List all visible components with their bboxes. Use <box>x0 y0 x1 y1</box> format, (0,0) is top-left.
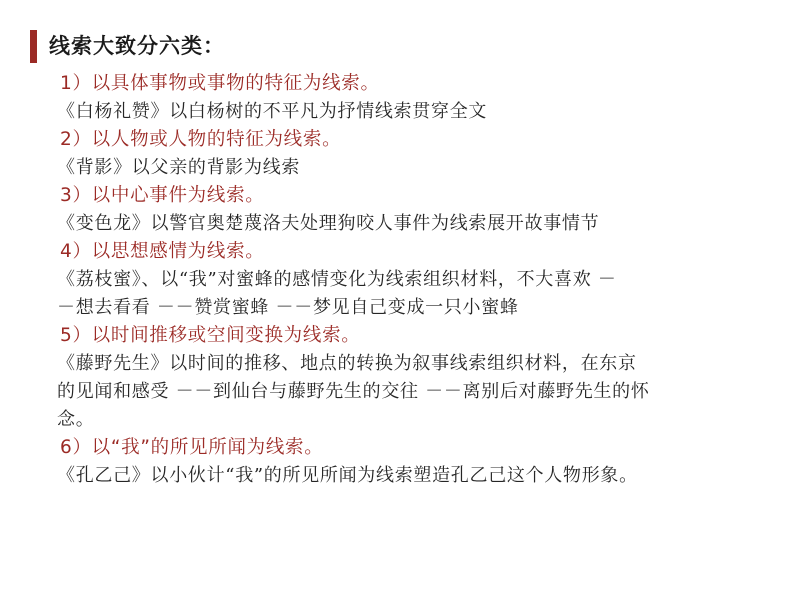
section-3-heading: 3）以中心事件为线索。 <box>60 185 265 206</box>
section-3-line-1: 《变色龙》以警官奥楚蔑洛夫处理狗咬人事件为线索展开故事情节 <box>57 213 600 234</box>
section-5-heading: 5）以时间推移或空间变换为线索。 <box>60 325 361 346</box>
content-body <box>57 70 757 490</box>
section-5-line-2: 的见闻和感受 －－到仙台与藤野先生的交往 －－离别后对藤野先生的怀 <box>57 381 650 402</box>
section-5-line-1: 《藤野先生》以时间的推移、地点的转换为叙事线索组织材料，在东京 <box>57 353 637 374</box>
section-6-line-1: 《孔乙己》以小伙计“我”的所见所闻为线索塑造孔乙己这个人物形象。 <box>57 465 638 486</box>
section-2-heading: 2）以人物或人物的特征为线索。 <box>60 129 342 150</box>
title-accent-bar <box>30 30 37 63</box>
section-4-heading: 4）以思想感情为线索。 <box>60 241 265 262</box>
section-5-line-3: 念。 <box>57 409 95 430</box>
section-4-line-1: 《荔枝蜜》、以“我”对蜜蜂的感情变化为线索组织材料，不大喜欢 － <box>57 269 617 290</box>
section-6-heading: 6）以“我”的所见所闻为线索。 <box>60 437 324 458</box>
section-1-line-1: 《白杨礼赞》以白杨树的不平凡为抒情线索贯穿全文 <box>57 101 488 122</box>
section-2-line-1: 《背影》以父亲的背影为线索 <box>57 157 301 178</box>
section-4-line-2: －想去看看 －－赞赏蜜蜂 －－梦见自己变成一只小蜜蜂 <box>57 297 519 318</box>
page-title: 线索大致分六类： <box>49 34 225 58</box>
section-1-heading: 1）以具体事物或事物的特征为线索。 <box>60 73 380 94</box>
